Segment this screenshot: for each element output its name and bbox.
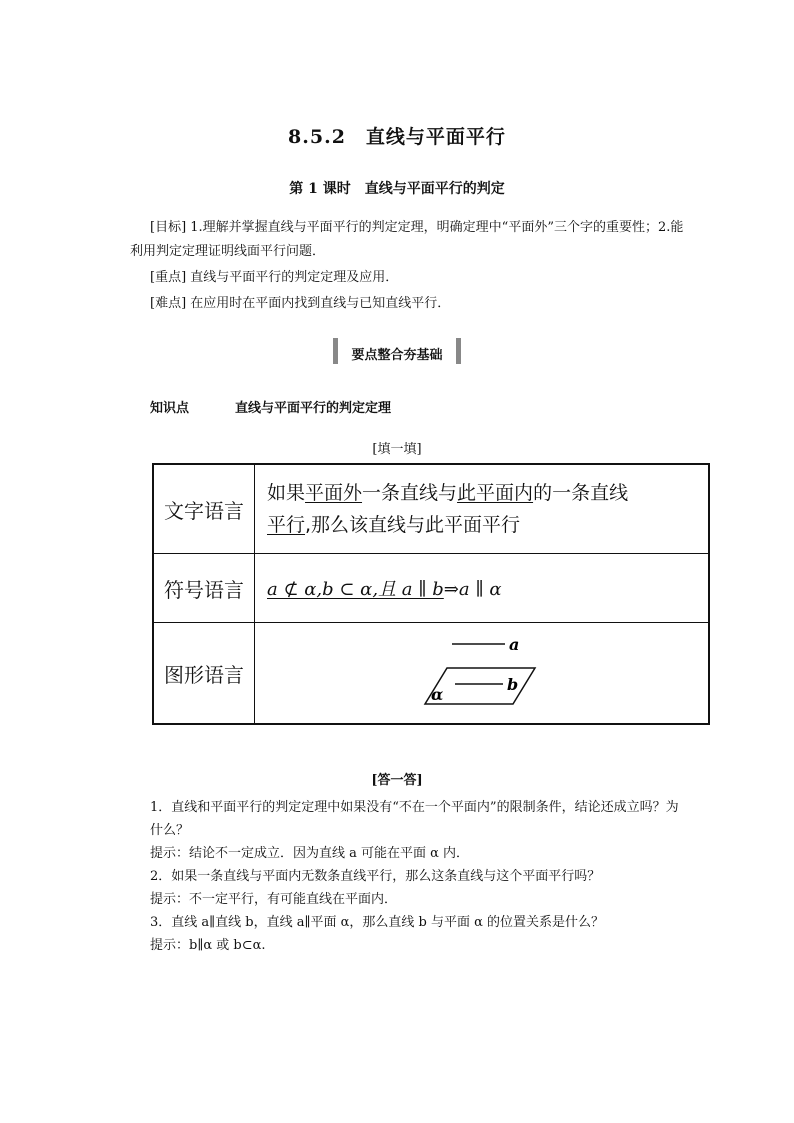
qa-label: [答一答] — [371, 773, 423, 788]
table-row — [153, 464, 709, 554]
symbol-conclusion: ⇒a ∥ α — [443, 579, 502, 600]
lesson-subtitle: 第 1 课时 直线与平面平行的判定 — [289, 181, 505, 197]
answer-1: 提示：结论不一定成立．因为直线 a 可能在平面 α 内． — [150, 846, 470, 861]
table-row — [153, 554, 709, 623]
question-2: 2．如果一条直线与平面内无数条直线平行，那么这条直线与这个平面平行吗？ — [150, 869, 601, 884]
figure-language-content — [255, 623, 710, 725]
text-part: ,那么该直线与此平面平行 — [305, 514, 521, 536]
label-alpha: α — [431, 685, 444, 704]
answer-2: 提示：不一定平行，有可能直线在平面内． — [150, 892, 398, 907]
page-title: 8.5.2 直线与平面平行 — [288, 126, 506, 148]
qa-list — [150, 796, 690, 957]
section-banner-text: 要点整合夯基础 — [351, 348, 443, 363]
blank-in-plane: 此平面内 — [457, 482, 534, 504]
symbol-language-content — [255, 554, 710, 623]
key-point-text: [重点] 直线与平面平行的判定定理及应用． — [150, 270, 399, 285]
theorem-table — [152, 463, 710, 725]
row-head-text-language: 文字语言 — [153, 464, 255, 554]
blank-plane-outside: 平面外 — [305, 482, 363, 504]
banner-bar-right — [456, 338, 461, 364]
knowledge-title: 直线与平面平行的判定定理 — [235, 401, 392, 416]
text-part: 一条直线与 — [362, 482, 458, 504]
blank-symbol-condition: a ⊄ α,b ⊂ α,且 a ∥ b — [267, 579, 444, 600]
question-3: 3．直线 a∥直线 b，直线 a∥平面 α，那么直线 b 与平面 α 的位置关系是什么？ — [150, 915, 605, 930]
section-banner — [333, 338, 461, 364]
label-a: a — [509, 635, 520, 654]
row-head-symbol-language: 符号语言 — [153, 554, 255, 623]
text-part: 的一条直线 — [533, 482, 629, 504]
knowledge-label: 知识点 — [150, 401, 190, 416]
fill-label: [填一填] — [372, 442, 422, 457]
text-part: 如果 — [267, 482, 306, 504]
question-1: 1．直线和平面平行的判定定理中如果没有“不在一个平面内”的限制条件，结论还成立吗？为什么？ — [150, 800, 679, 838]
answer-3: 提示：b∥α 或 b⊂α. — [150, 938, 266, 953]
label-b: b — [507, 675, 519, 694]
row-head-figure-language: 图形语言 — [153, 623, 255, 725]
text-language-content — [255, 464, 710, 554]
parallel-line-plane-figure — [267, 626, 707, 716]
table-row — [153, 623, 709, 725]
goal-text: [目标] 1.理解并掌握直线与平面平行的判定定理，明确定理中“平面外”三个字的重要性；2.能利用判定定理证明线面平行问题． — [130, 220, 684, 259]
blank-parallel: 平行 — [267, 514, 306, 536]
difficulty-text: [难点] 在应用时在平面内找到直线与已知直线平行． — [150, 296, 451, 311]
